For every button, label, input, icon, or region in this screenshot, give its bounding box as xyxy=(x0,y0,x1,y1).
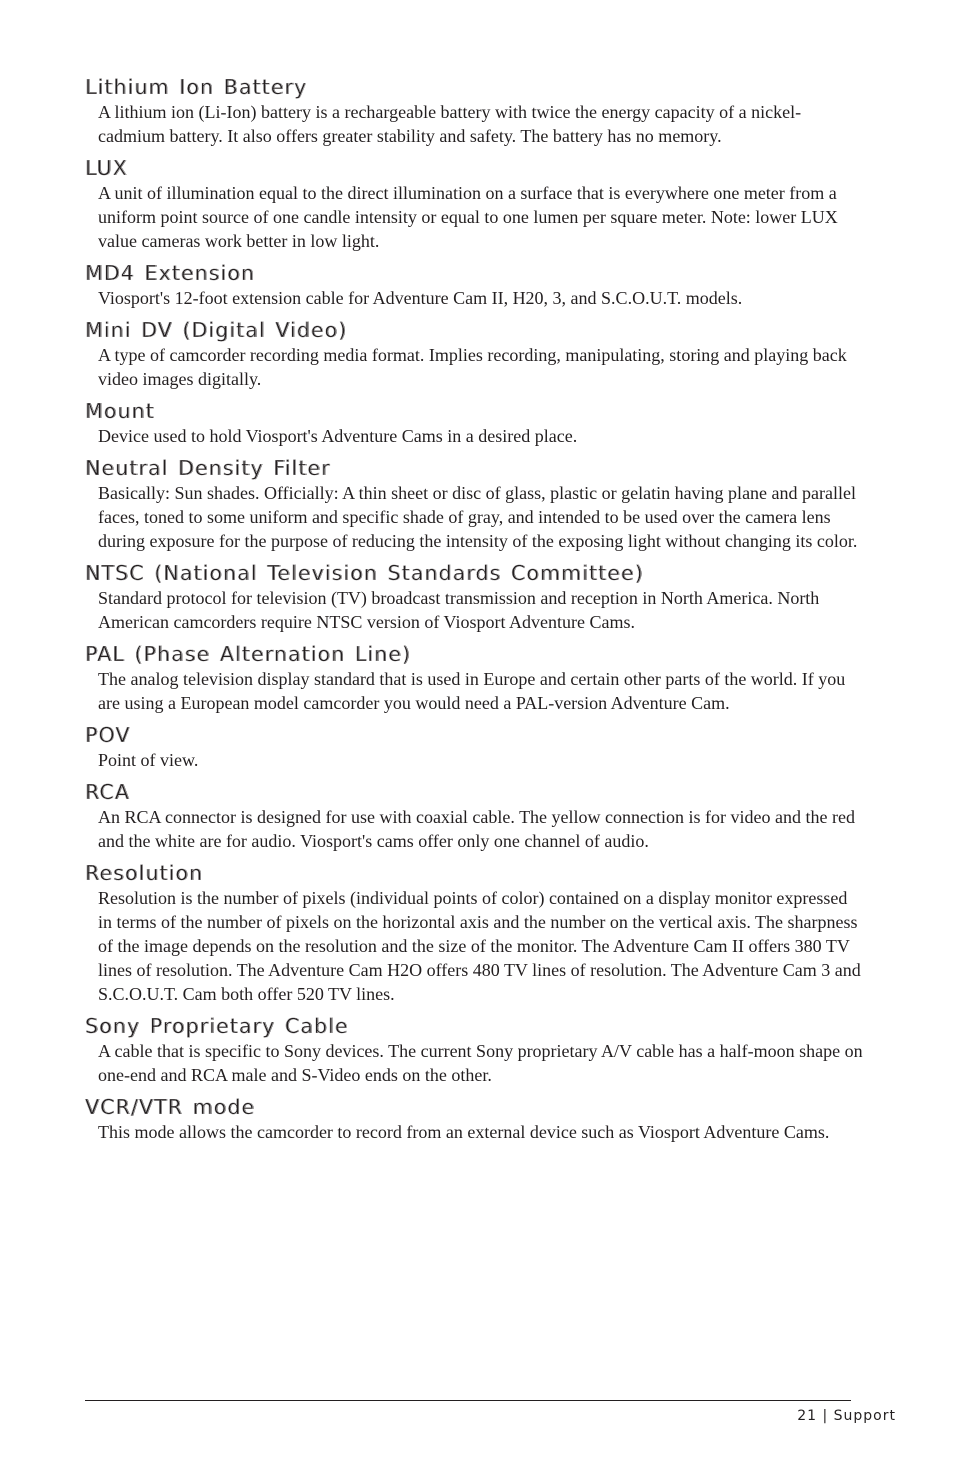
glossary-entry-resolution xyxy=(85,860,865,1006)
glossary-entry-md4-extension xyxy=(85,260,865,310)
glossary-entry-rca xyxy=(85,779,865,853)
glossary-definition: Basically: Sun shades. Officially: A thin sheet or disc of glass, plastic or gelatin having plane and parallel faces, toned to some uniform and specific shade of gray, and intended to be used over the camera lens during exposure for the purpose of reducing the intensity of the exposing light without changing its color. xyxy=(98,483,858,551)
glossary-definition: Resolution is the number of pixels (individual points of color) contained on a display monitor expressed in terms of the number of pixels on the horizontal axis and the number on the vertical axis. The sharpness of the image depends on the resolution and the size of the monitor. The Adventure Cam II offers 380 TV lines of resolution. The Adventure Cam H2O offers 480 TV lines of resolution. The Adventure Cam 3 and S.C.O.U.T. Cam both offer 520 TV lines. xyxy=(98,888,861,1004)
glossary-entry-lithium-ion-battery xyxy=(85,74,865,148)
glossary-definition: Point of view. xyxy=(98,750,199,770)
glossary-term: VCR/VTR mode xyxy=(85,1095,256,1119)
glossary-entry-mount xyxy=(85,398,865,448)
glossary-term: Sony Proprietary Cable xyxy=(85,1014,349,1038)
footer-divider xyxy=(85,1400,851,1401)
glossary-entry-neutral-density-filter xyxy=(85,455,865,553)
glossary-entry-lux xyxy=(85,155,865,253)
glossary-entry-sony-proprietary-cable xyxy=(85,1013,865,1087)
glossary-definition: The analog television display standard that is used in Europe and certain other parts of the world. If you are using a European model camcorder you would need a PAL-version Adventure Cam. xyxy=(98,669,846,713)
glossary-term: Mount xyxy=(85,399,155,423)
page-footer-label: 21 | Support xyxy=(797,1408,896,1424)
glossary-term: LUX xyxy=(85,156,128,180)
glossary-term: RCA xyxy=(85,780,130,804)
glossary-term: Neutral Density Filter xyxy=(85,456,331,480)
glossary-definition: A type of camcorder recording media format. Implies recording, manipulating, storing and playing back video images digitally. xyxy=(98,345,847,389)
glossary-definition: Standard protocol for television (TV) broadcast transmission and reception in North America. North American camcorders require NTSC version of Viosport Adventure Cams. xyxy=(98,588,820,632)
glossary-definition: Viosport's 12-foot extension cable for Adventure Cam II, H20, 3, and S.C.O.U.T. models. xyxy=(98,288,743,308)
glossary-entry-mini-dv xyxy=(85,317,865,391)
glossary-entry-vcr-vtr-mode xyxy=(85,1094,865,1144)
glossary-entry-ntsc xyxy=(85,560,865,634)
glossary-definition: This mode allows the camcorder to record from an external device such as Viosport Adventure Cams. xyxy=(98,1122,830,1142)
glossary-term: Lithium Ion Battery xyxy=(85,75,308,99)
glossary-term: MD4 Extension xyxy=(85,261,255,285)
glossary-list xyxy=(85,74,865,1151)
glossary-entry-pov xyxy=(85,722,865,772)
glossary-term: PAL (Phase Alternation Line) xyxy=(85,642,412,666)
glossary-term: NTSC (National Television Standards Committee) xyxy=(85,561,644,585)
glossary-definition: A cable that is specific to Sony devices. The current Sony proprietary A/V cable has a half-moon shape on one-end and RCA male and S-Video ends on the other. xyxy=(98,1041,863,1085)
glossary-definition: A unit of illumination equal to the direct illumination on a surface that is everywhere one meter from a uniform point source of one candle intensity or equal to one lumen per square meter. Note: lower LUX value cameras work better in low light. xyxy=(98,183,838,251)
glossary-definition: A lithium ion (Li-Ion) battery is a rechargeable battery with twice the energy capacity of a nickel-cadmium battery. It also offers greater stability and safety. The battery has no memory. xyxy=(98,102,802,146)
glossary-term: Mini DV (Digital Video) xyxy=(85,318,348,342)
glossary-term: Resolution xyxy=(85,861,204,885)
glossary-definition: An RCA connector is designed for use with coaxial cable. The yellow connection is for video and the red and the white are for audio. Viosport's cams offer only one channel of audio. xyxy=(98,807,855,851)
glossary-entry-pal xyxy=(85,641,865,715)
glossary-definition: Device used to hold Viosport's Adventure Cams in a desired place. xyxy=(98,426,578,446)
glossary-term: POV xyxy=(85,723,131,747)
